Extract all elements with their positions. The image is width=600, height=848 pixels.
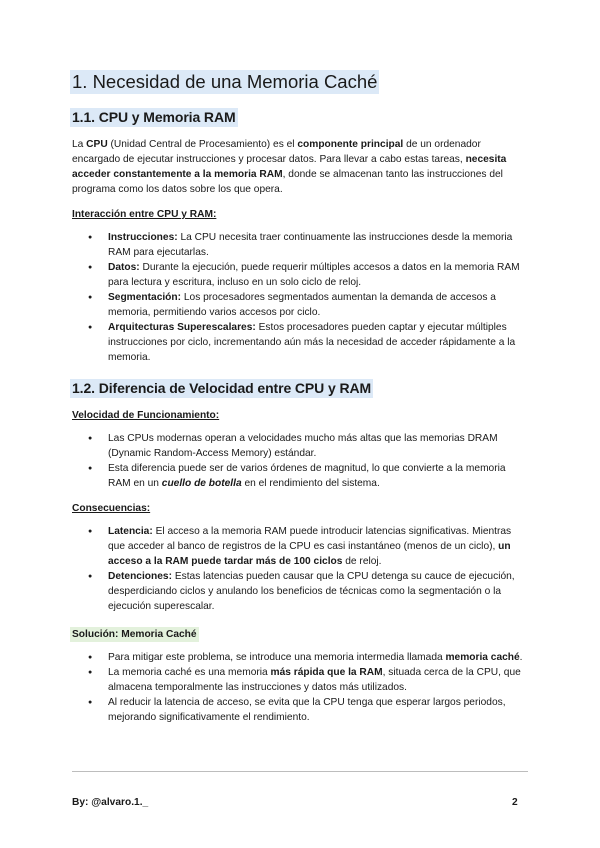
solution-list [72, 650, 528, 725]
interaction-list [72, 230, 528, 365]
section-1-heading: 1.1. CPU y Memoria RAM [72, 109, 236, 125]
footer-divider [72, 771, 528, 772]
speed-list [72, 431, 528, 491]
list-item: ● Latencia: El acceso a la memoria RAM puede introducir latencias significativas. Mientras que acceder al banco de registros de la CPU es casi instantáneo (menos de un ciclo), un acceso a la RAM puede tardar más de 100 ciclos de reloj. [108, 524, 528, 569]
speed-subheading: Velocidad de Funcionamiento: [72, 410, 220, 421]
consequences-subheading: Consecuencias: [72, 503, 151, 514]
list-item: ● Arquitecturas Superescalares: Estos procesadores pueden captar y ejecutar múltiples instrucciones por ciclo, incrementando aún más la necesidad de acceder rápidamente a la memoria. [108, 320, 528, 365]
list-item: ● La memoria caché es una memoria más rápida que la RAM, situada cerca de la CPU, que almacena temporalmente las instrucciones y datos más utilizados. [108, 665, 528, 695]
section-1-intro: La CPU (Unidad Central de Procesamiento) es el componente principal de un ordenador encargado de ejecutar instrucciones y procesar datos. Para llevar a cabo estas tareas, necesita acceder constantemente a la memoria RAM, donde se almacenan tanto las instrucciones del programa como los datos sobre los que opera. [72, 139, 507, 195]
footer-author: By: @alvaro.1._ [72, 797, 149, 808]
document-body [72, 70, 528, 735]
page-title: 1. Necesidad de una Memoria Caché [72, 71, 378, 92]
list-item: ● Instrucciones: La CPU necesita traer continuamente las instrucciones desde la memoria RAM para ejecutarlas. [108, 230, 528, 260]
solution-subheading: Solución: Memoria Caché [72, 629, 197, 640]
section-2-heading: 1.2. Diferencia de Velocidad entre CPU y RAM [72, 380, 372, 396]
page-number: 2 [512, 797, 518, 808]
list-item: ● Para mitigar este problema, se introduce una memoria intermedia llamada memoria caché. [108, 650, 528, 665]
consequences-list [72, 524, 528, 614]
list-item: ● Al reducir la latencia de acceso, se evita que la CPU tenga que esperar largos periodos, mejorando significativamente el rendimiento. [108, 695, 528, 725]
list-item: ● Esta diferencia puede ser de varios órdenes de magnitud, lo que convierte a la memoria RAM en un cuello de botella en el rendimiento del sistema. [108, 461, 528, 491]
list-item: ● Detenciones: Estas latencias pueden causar que la CPU detenga su cauce de ejecución, desperdiciando ciclos y anulando los beneficios de técnicas como la segmentación o la ejecución superescalar. [108, 569, 528, 614]
list-item: ● Segmentación: Los procesadores segmentados aumentan la demanda de accesos a memoria, permitiendo varios accesos por ciclo. [108, 290, 528, 320]
list-item: ● Datos: Durante la ejecución, puede requerir múltiples accesos a datos en la memoria RAM para lectura y escritura, incluso en un solo ciclo de reloj. [108, 260, 528, 290]
list-item: ● Las CPUs modernas operan a velocidades mucho más altas que las memorias DRAM (Dynamic Random-Access Memory) estándar. [108, 431, 528, 461]
interaction-subheading: Interacción entre CPU y RAM: [72, 209, 217, 220]
